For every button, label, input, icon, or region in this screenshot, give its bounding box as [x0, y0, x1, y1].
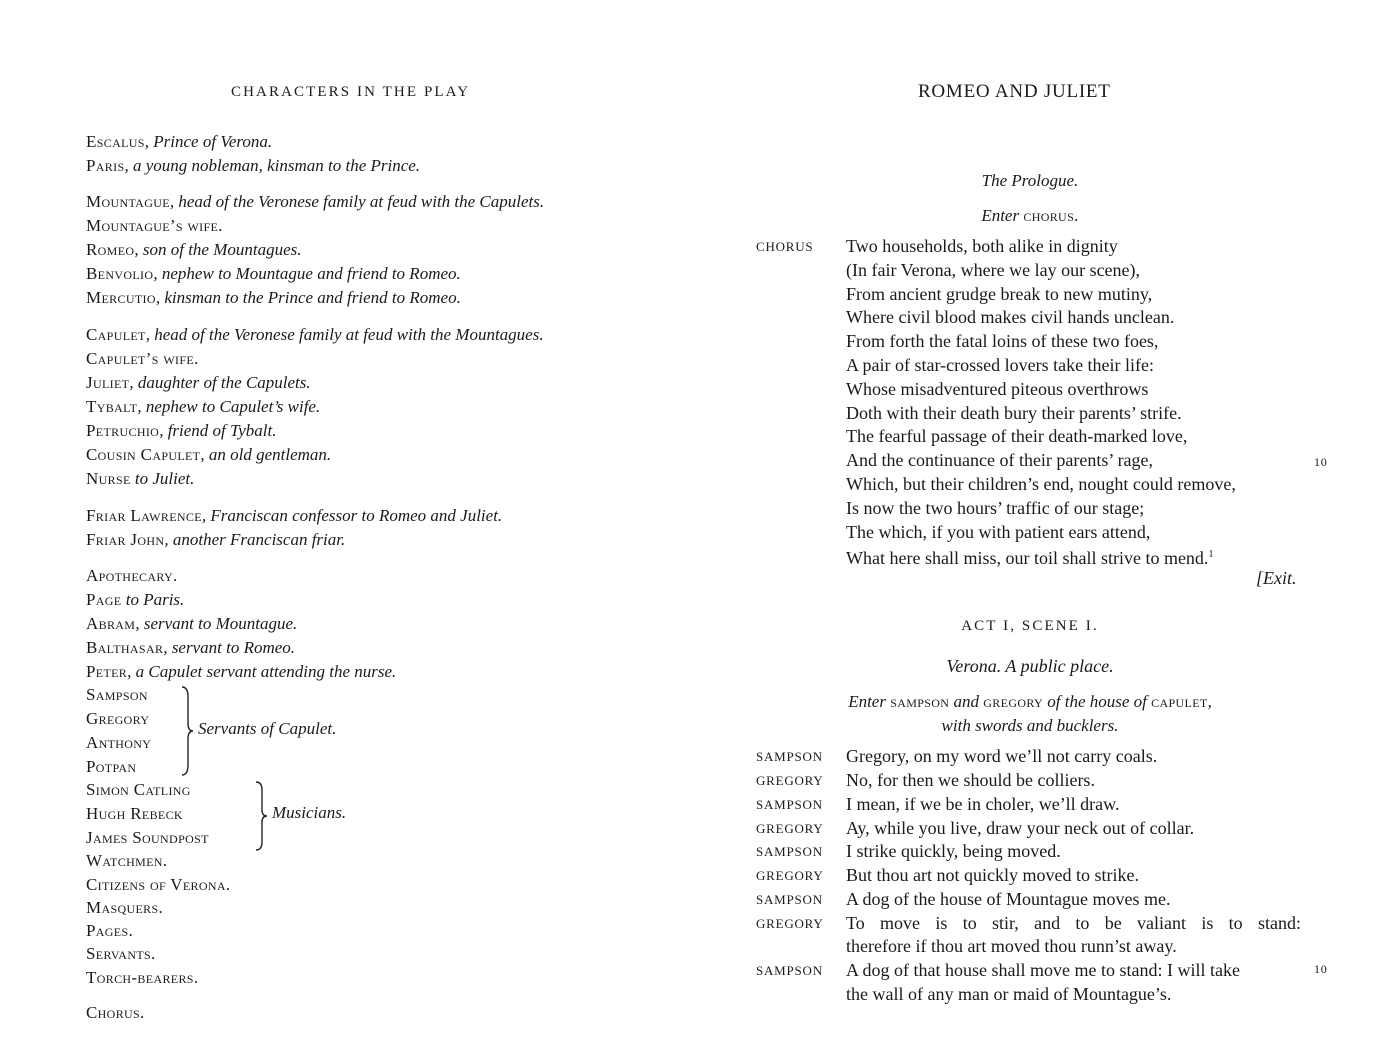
brace-icon	[254, 780, 268, 852]
character-name: Capulet	[86, 325, 146, 344]
verse-line: And the continuance of their parents’ rage,	[846, 450, 1154, 471]
verse-line: (In fair Verona, where we lay our scene),	[846, 259, 1141, 280]
character-name: Tybalt	[86, 397, 138, 416]
character-description: , head of the Veronese family at feud with the Mountagues.	[145, 325, 544, 344]
character-entry	[86, 286, 461, 310]
character-entry	[86, 528, 345, 552]
prologue-stage-direction	[760, 206, 1300, 226]
character-name: Simon Catling	[86, 780, 191, 799]
dialogue-line: A dog of the house of Mountague moves me.	[846, 889, 1171, 909]
verse-line: From ancient grudge break to new mutiny,	[846, 283, 1153, 304]
character-entry	[86, 826, 209, 850]
character-entry	[86, 395, 320, 419]
character-entry	[86, 443, 331, 467]
dialogue-line: I strike quickly, being moved.	[846, 841, 1061, 861]
character-name: Hugh Rebeck	[86, 804, 183, 823]
verse-line: The fearful passage of their death-marked love,	[846, 426, 1188, 447]
character-name: Anthony	[86, 733, 152, 752]
character-entry	[86, 966, 198, 990]
character-entry	[86, 564, 178, 588]
dialogue-line: To move is to stir, and to be valiant is to stand:	[846, 913, 1301, 933]
character-description: , kinsman to the Prince and friend to Romeo.	[155, 288, 461, 307]
speaker-name: SAMPSON	[756, 749, 823, 764]
scene-stage-direction	[760, 692, 1300, 712]
character-entry	[86, 154, 420, 178]
stage-direction-part: Enter	[848, 692, 891, 711]
character-entry	[86, 873, 231, 897]
dialogue-line: Ay, while you live, draw your neck out of collar.	[846, 818, 1195, 838]
character-name: Mercutio	[86, 288, 156, 307]
character-entry	[86, 130, 272, 154]
act-heading: ACT I, SCENE I.	[961, 618, 1099, 634]
character-entry	[86, 262, 461, 286]
character-name: Servants.	[86, 944, 156, 963]
stage-direction-part: sampson	[890, 692, 950, 711]
character-entry	[86, 802, 183, 826]
character-description: to Juliet.	[130, 469, 195, 488]
character-name: Friar Lawrence	[86, 506, 202, 525]
character-entry	[86, 467, 194, 491]
character-description: , nephew to Capulet’s wife.	[137, 397, 321, 416]
stage-direction-part: gregory	[983, 692, 1044, 711]
character-name: Abram	[86, 614, 136, 633]
character-entry	[86, 612, 297, 636]
verse-line: From forth the fatal loins of these two foes,	[846, 331, 1159, 352]
verse-line: A pair of star-crossed lovers take their life:	[846, 355, 1155, 375]
character-entry	[86, 371, 311, 395]
character-name: Citizens of Verona.	[86, 875, 231, 894]
stage-direction-part: ,	[1207, 692, 1212, 711]
character-name: Pages.	[86, 921, 134, 940]
speaker-name: SAMPSON	[756, 844, 823, 859]
dialogue-line: Gregory, on my word we’ll not carry coals.	[846, 746, 1158, 766]
character-name: Watchmen.	[86, 851, 168, 870]
character-description: , servant to Mountague.	[135, 614, 298, 633]
character-entry	[86, 755, 136, 779]
character-entry	[86, 660, 396, 684]
character-name: Cousin Capulet	[86, 445, 201, 464]
character-entry	[86, 778, 191, 802]
character-name: Juliet	[86, 373, 130, 392]
character-name: Capulet’s wife.	[86, 349, 199, 368]
character-name: Torch-bearers.	[86, 968, 199, 987]
character-description: , daughter of the Capulets.	[129, 373, 311, 392]
prologue-heading: The Prologue.	[981, 171, 1079, 190]
character-name: Chorus.	[86, 1003, 145, 1022]
scene-setting: Verona. A public place.	[946, 656, 1114, 676]
character-description: , nephew to Mountague and friend to Romeo.	[153, 264, 461, 283]
prologue-line-number: 10	[1314, 455, 1328, 469]
character-name: Potpan	[86, 757, 137, 776]
speaker-name: GREGORY	[756, 868, 824, 883]
character-name: James Soundpost	[86, 828, 209, 847]
dialogue-line: A dog of that house shall move me to stand: I will take	[846, 960, 1240, 980]
servants-of-capulet-label: Servants of Capulet.	[198, 719, 337, 738]
stage-direction-part: and	[949, 692, 984, 711]
character-name: Sampson	[86, 685, 148, 704]
verse-line: Is now the two hours’ traffic of our stage;	[846, 497, 1145, 518]
character-entry	[86, 636, 295, 660]
character-name: Masquers.	[86, 898, 164, 917]
speaker-name: GREGORY	[756, 773, 824, 788]
character-name: Paris	[86, 156, 125, 175]
character-name: Benvolio	[86, 264, 154, 283]
character-description: to Paris.	[121, 590, 185, 609]
character-description: , son of the Mountagues.	[134, 240, 302, 259]
dialogue-line: No, for then we should be colliers.	[846, 770, 1095, 790]
character-entry	[86, 323, 544, 347]
verse-line: The which, if you with patient ears attend,	[846, 521, 1151, 542]
character-entry	[86, 190, 544, 214]
footnote-marker: 1	[1208, 549, 1214, 561]
verse-line: Which, but their children’s end, nought could remove,	[846, 474, 1236, 494]
character-name: Petruchio	[86, 421, 160, 440]
character-description: , servant to Romeo.	[163, 638, 296, 657]
speaker-name: GREGORY	[756, 916, 824, 931]
stage-direction-chorus: chorus.	[1023, 206, 1079, 225]
character-name: Page	[86, 590, 122, 609]
character-entry	[86, 849, 167, 873]
character-description: , head of the Veronese family at feud with the Capulets.	[169, 192, 545, 211]
character-description: , friend of Tybalt.	[159, 421, 277, 440]
character-description: , a Capulet servant attending the nurse.	[127, 662, 397, 681]
character-description: , an old gentleman.	[200, 445, 332, 464]
speaker-name: SAMPSON	[756, 963, 823, 978]
verse-line: What here shall miss, our toil shall strive to mend.$^1$	[846, 548, 1214, 569]
character-description: , Franciscan confessor to Romeo and Juliet.	[201, 506, 503, 525]
stage-direction-part: capulet	[1151, 692, 1208, 711]
character-name: Mountague	[86, 192, 170, 211]
character-entry	[86, 707, 149, 731]
character-entry	[86, 504, 502, 528]
character-entry	[86, 683, 148, 707]
character-name: Romeo	[86, 240, 135, 259]
left-page-title: CHARACTERS IN THE PLAY	[231, 84, 471, 100]
right-page-title: ROMEO AND JULIET	[918, 81, 1111, 102]
character-name: Escalus	[86, 132, 145, 151]
character-entry	[86, 238, 302, 262]
dialogue-line: the wall of any man or maid of Mountague’s.	[846, 984, 1172, 1004]
brace-icon	[180, 685, 194, 777]
speaker-name: SAMPSON	[756, 797, 823, 812]
stage-direction-line-2: with swords and bucklers.	[941, 716, 1119, 735]
character-name: Friar John	[86, 530, 165, 549]
verse-line: Two households, both alike in dignity	[846, 236, 1118, 256]
verse-line: Where civil blood makes civil hands unclean.	[846, 307, 1175, 328]
character-entry	[86, 1001, 145, 1025]
stage-direction-part: of the house of	[1043, 692, 1152, 711]
dialogue-line: But thou art not quickly moved to strike.	[846, 865, 1139, 885]
dialogue-line-number: 10	[1314, 962, 1328, 976]
dialogue-line: I mean, if we be in choler, we’ll draw.	[846, 794, 1120, 814]
musicians-label: Musicians.	[272, 803, 347, 822]
chorus-speaker: CHORUS	[756, 239, 814, 254]
character-entry	[86, 919, 133, 943]
character-description: , Prince of Verona.	[144, 132, 273, 151]
character-name: Mountague’s wife.	[86, 216, 223, 235]
verse-line: Whose misadventured piteous overthrows	[846, 378, 1149, 399]
verse-line: Doth with their death bury their parents’ strife.	[846, 402, 1182, 423]
character-description: , a young nobleman, kinsman to the Prince.	[124, 156, 421, 175]
character-entry	[86, 347, 199, 371]
character-entry	[86, 214, 223, 238]
character-entry	[86, 942, 156, 966]
speaker-name: SAMPSON	[756, 892, 823, 907]
exit-direction: [Exit.	[1256, 568, 1297, 588]
stage-direction-enter: Enter	[981, 206, 1020, 225]
character-entry	[86, 588, 184, 612]
character-entry	[86, 419, 276, 443]
character-name: Balthasar	[86, 638, 164, 657]
character-description: , another Franciscan friar.	[164, 530, 346, 549]
character-name: Nurse	[86, 469, 131, 488]
character-name: Gregory	[86, 709, 150, 728]
character-name: Apothecary.	[86, 566, 178, 585]
character-name: Peter	[86, 662, 128, 681]
stage-direction-line-1	[848, 692, 1212, 711]
character-entry	[86, 896, 163, 920]
dialogue-line: therefore if thou art moved thou runn’st away.	[846, 936, 1177, 956]
speaker-name: GREGORY	[756, 821, 824, 836]
character-entry	[86, 731, 151, 755]
